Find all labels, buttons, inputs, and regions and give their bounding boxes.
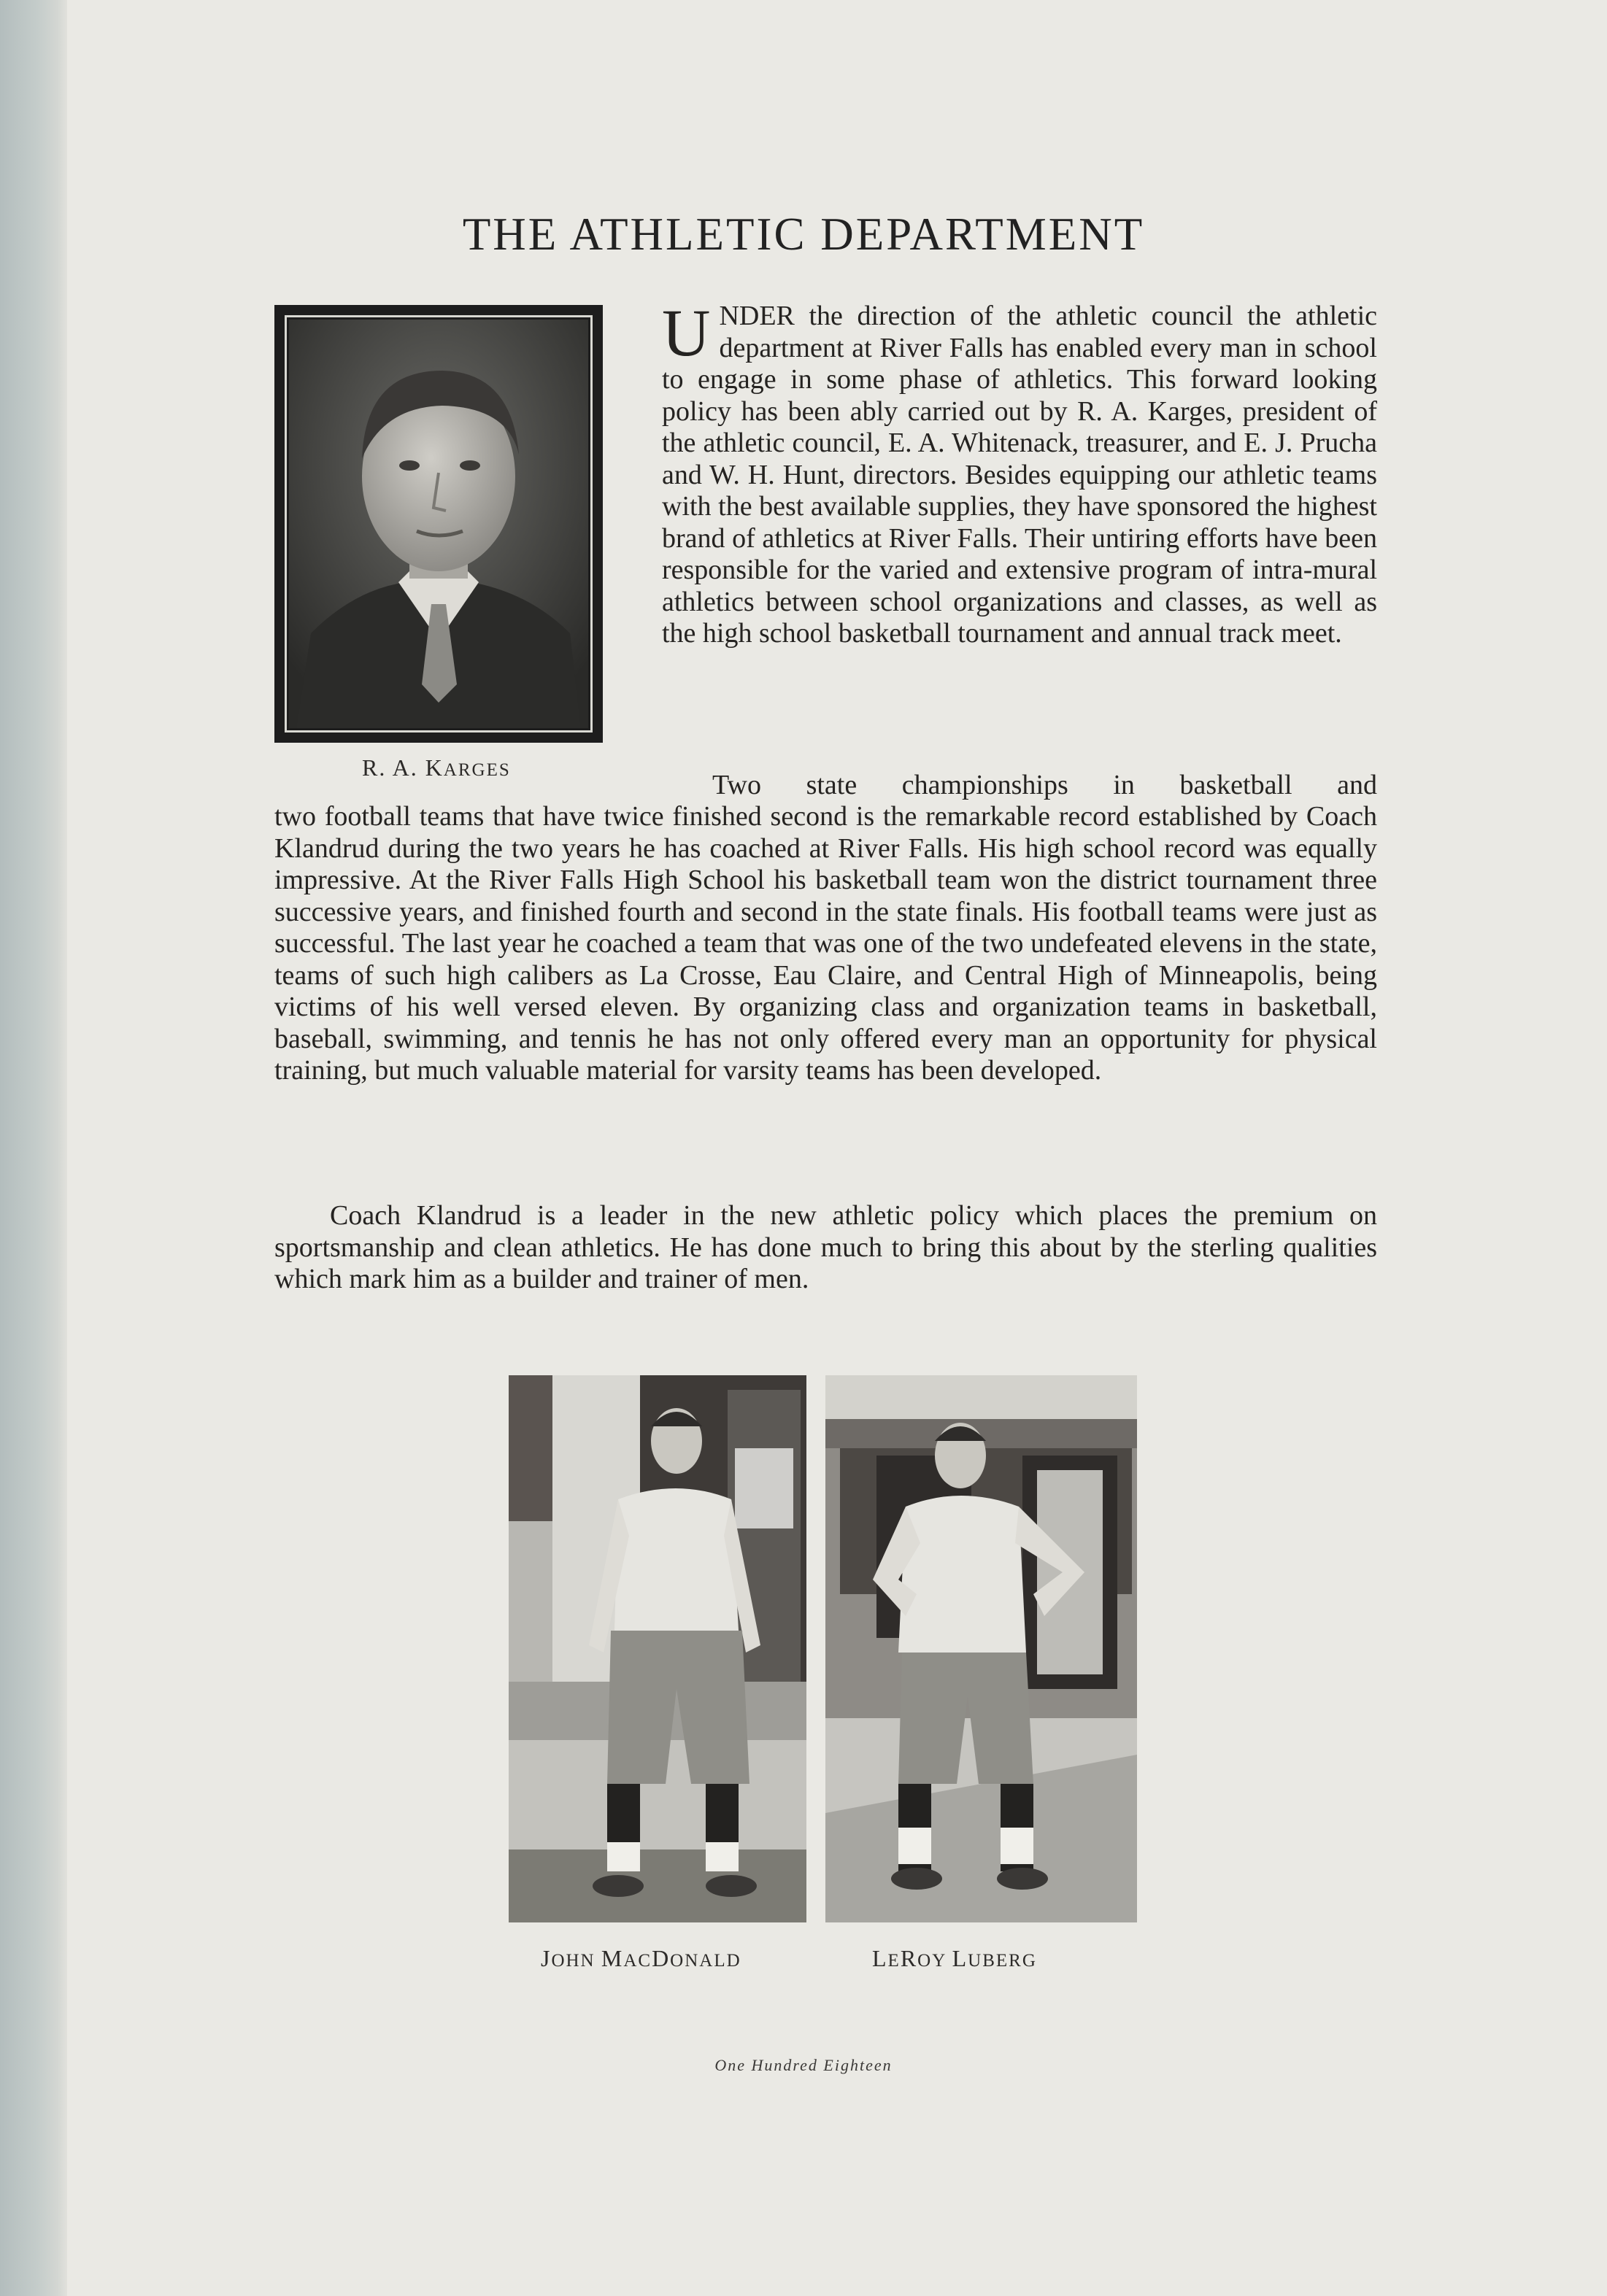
portrait-photo — [274, 305, 603, 743]
portrait-caption: R. A. KARGES — [362, 754, 511, 781]
athlete-photo-macdonald — [509, 1375, 806, 1922]
page-number: One Hundred Eighteen — [714, 2056, 893, 2074]
binding-spine — [0, 0, 67, 2296]
coach-paragraph: two football teams that have twice finished second is the remarkable record established by Coach Klandrud during the two years he has coached at River Falls. His high school record was equally impressive. At the River Falls High School his basketball team won the district tournament three successive years, and finished fourth and second in the state finals. His football teams were just as successful. The last year he coached a team that was one of the two undefeated elevens in the state, teams of such high calibers as La Crosse, Eau Claire, and Central High of Minneapolis, being victims of his well versed eleven. By organizing class and organization teams in basketball, baseball, swimming, and tennis he has not only offered every man an opportunity for physical training, but much valuable material for varsity teams has been developed. — [274, 801, 1377, 1086]
athlete-photo-luberg — [825, 1375, 1137, 1922]
portrait-photo-icon — [289, 320, 588, 728]
athlete-photo-icon — [825, 1375, 1137, 1922]
page-title: THE ATHLETIC DEPARTMENT — [462, 209, 1145, 260]
athlete-caption-macdonald: JOHN MACDONALD — [541, 1945, 741, 1971]
coach-paragraph-lead: Two state championships in basketball and — [712, 770, 1377, 800]
intro-paragraph: UNDER the direction of the athletic council the athletic department at River Falls has enabled every man in school to engage in some phase of athletics. This forward looking policy has been ably carried out by R. A. Karges, president of the athletic council, E. A. Whitenack, treasurer, and E. J. Prucha and W. H. Hunt, directors. Besides equipping our athletic teams with the best available supplies, they have sponsored the highest brand of athletics at River Falls. Their untiring efforts have been responsible for the varied and extensive program of intra-mural athletics between school organizations and classes, as well as the high school basketball tournament and annual track meet. — [662, 295, 1377, 649]
leadership-paragraph: Coach Klandrud is a leader in the new athletic policy which places the premium on sportsmanship and clean athletics. He has done much to bring this about by the sterling qualities which mark him as a builder and trainer of men. — [274, 1200, 1377, 1294]
athlete-photo-icon — [509, 1375, 806, 1922]
drop-cap: U — [662, 295, 711, 370]
athlete-caption-luberg: LEROY LUBERG — [872, 1945, 1037, 1971]
